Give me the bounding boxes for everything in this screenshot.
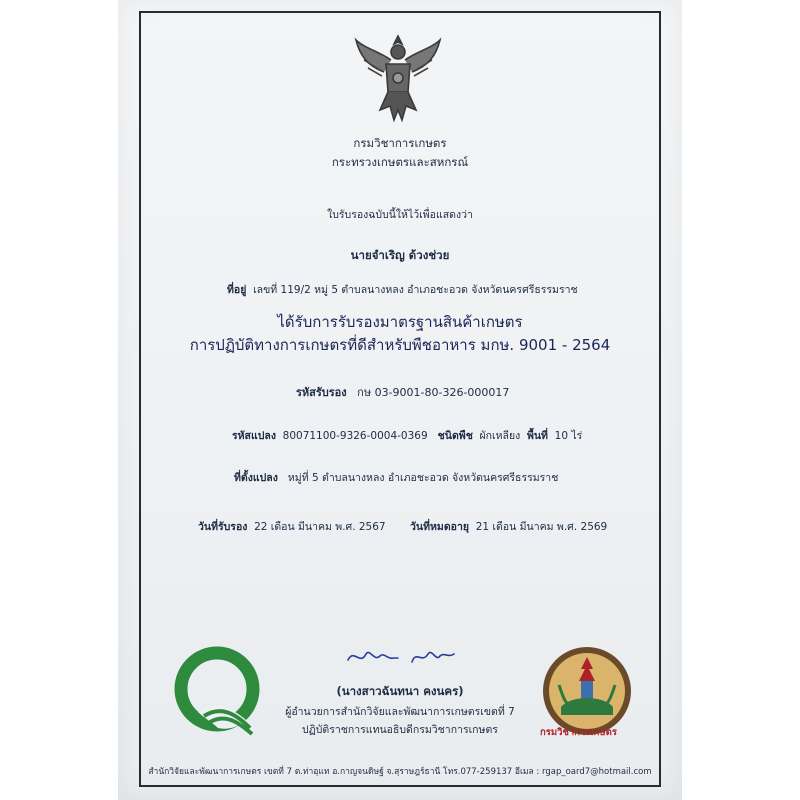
department-name: กรมวิชาการเกษตร xyxy=(353,136,447,150)
plot-location-line xyxy=(234,469,558,486)
signatory-name: (นางสาวฉันทนา คงนคร) xyxy=(336,684,464,698)
plot-info-line xyxy=(232,427,582,444)
area-label: พื้นที่ xyxy=(526,430,548,442)
issued-date-label: วันที่รับรอง xyxy=(198,521,248,533)
holder-name: นายจำเริญ ด้วงช่วย xyxy=(350,248,450,262)
plot-location-label: ที่ตั้งแปลง xyxy=(234,472,278,484)
garuda-emblem-icon xyxy=(350,30,446,128)
address-value: เลขที่ 119/2 หมู่ 5 ตำบลนางหลง อำเภอชะอวด จังหวัดนครศรีธรรมราช xyxy=(253,284,578,296)
address-label: ที่อยู่ xyxy=(227,284,247,296)
plot-code-value: 80071100-9326-0004-0369 xyxy=(282,430,428,442)
standard-line-1: ได้รับการรับรองมาตรฐานสินค้าเกษตร xyxy=(277,313,523,331)
certificate-code-value: กษ 03-9001-80-326-000017 xyxy=(357,386,510,399)
certificate-code-line xyxy=(296,383,509,401)
certificate-code-label: รหัสรับรอง xyxy=(296,386,347,399)
expiry-date-line xyxy=(410,518,607,535)
q-mark-logo-icon xyxy=(168,642,266,740)
plot-code-label: รหัสแปลง xyxy=(232,430,276,442)
crop-label: ชนิดพืช xyxy=(437,430,473,442)
crop-value: ผักเหลียง xyxy=(479,430,521,442)
area-value: 10 ไร่ xyxy=(554,430,583,442)
issued-date-value: 22 เดือน มีนาคม พ.ศ. 2567 xyxy=(254,521,386,533)
expiry-date-label: วันที่หมดอายุ xyxy=(410,521,470,533)
ministry-name: กระทรวงเกษตรและสหกรณ์ xyxy=(331,155,469,169)
standard-line-2: การปฏิบัติทางการเกษตรที่ดีสำหรับพืชอาหาร มกษ. 9001 - 2564 xyxy=(189,336,611,354)
address-line xyxy=(227,281,578,298)
signature-icon xyxy=(340,640,470,670)
plot-location-value: หมู่ที่ 5 ตำบลนางหลง อำเภอชะอวด จังหวัดนครศรีธรรมราช xyxy=(287,472,559,484)
signatory-position-1: ผู้อำนวยการสำนักวิจัยและพัฒนาการเกษตรเขตที่ 7 xyxy=(285,706,515,718)
expiry-date-value: 21 เดือน มีนาคม พ.ศ. 2569 xyxy=(475,521,608,533)
signatory-position-2: ปฏิบัติราชการแทนอธิบดีกรมวิชาการเกษตร xyxy=(302,724,498,736)
footer-contact: สำนักวิจัยและพัฒนาการเกษตร เขตที่ 7 ต.ท่าอุแท อ.กาญจนดิษฐ์ จ.สุราษฎร์ธานี โทร.077-259137 อีเมล : rgap_oard7@hotmail.com xyxy=(148,767,652,777)
department-seal-icon xyxy=(541,645,633,737)
intro-text: ใบรับรองฉบับนี้ให้ไว้เพื่อแสดงว่า xyxy=(327,209,473,221)
seal-text: กรมวิชาการเกษตร xyxy=(540,727,617,738)
issued-date-line xyxy=(198,518,386,535)
